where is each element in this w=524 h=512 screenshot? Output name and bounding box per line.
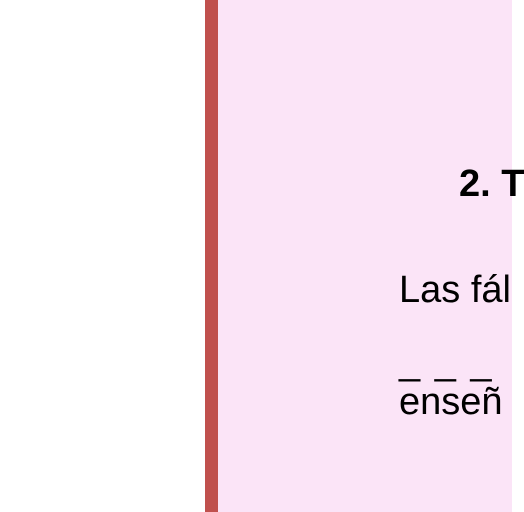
slide-content-panel — [218, 0, 524, 512]
slide-border-bar — [205, 0, 218, 512]
section-heading: 2. T — [459, 163, 524, 205]
body-text-line: enseñ — [399, 381, 503, 423]
left-margin — [0, 0, 205, 512]
fill-in-blank-line: _ _ _ — [399, 341, 494, 383]
body-text-line: Las fál — [399, 269, 511, 311]
